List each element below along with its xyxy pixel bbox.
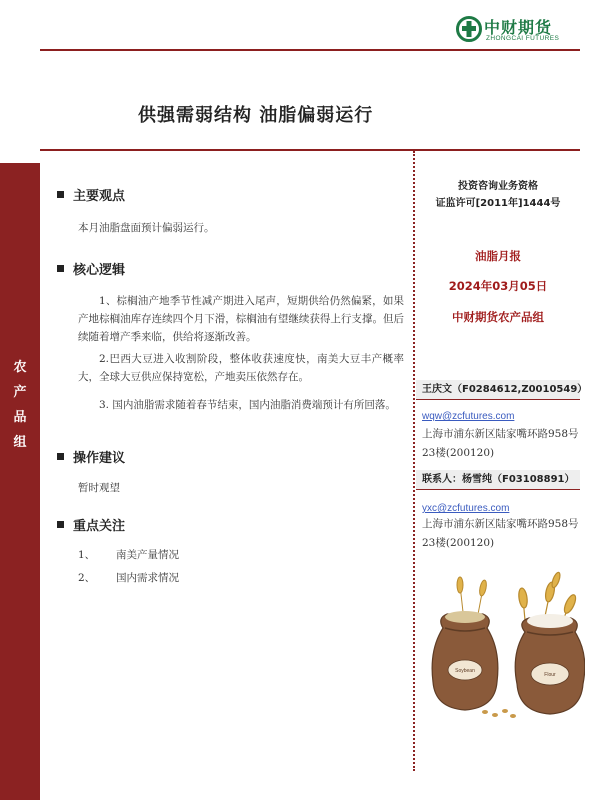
bullet-square-icon [57,265,64,272]
focus-item-number: 1、 [78,549,96,561]
core-logic-paragraph-3: 3. 国内油脂需求随着春节结束，国内油脂消费端预计有所回落。 [99,399,396,411]
header-rule [40,49,580,51]
grain-sacks-illustration [425,570,585,720]
section-heading-main-view: 主要观点 [57,185,125,204]
qualification-line-1: 投资咨询业务资格 [458,181,538,192]
focus-item-number: 2、 [78,572,96,584]
flour-sack-icon [515,614,585,714]
analyst-1-address: 上海市浦东新区陆家嘴环路958号23楼(200120) [422,428,579,459]
logo-mark-icon [456,16,482,42]
focus-item-1 [78,546,179,564]
main-view-text: 本月油脂盘面预计偏弱运行。 [78,222,215,234]
bullet-square-icon [57,191,64,198]
page-title: 供强需弱结构 油脂偏弱运行 [138,105,374,126]
soybean-sack-label: Soybean [455,668,475,674]
sidebar-label [0,355,40,455]
sidebar-label-char: 品 [13,410,27,425]
column-divider [413,151,415,771]
analyst-2-email-link[interactable]: yxc@zcfutures.com [422,503,510,514]
operation-text: 暂时观望 [78,482,120,494]
company-logo [456,14,576,46]
qualification-line-2: 证监许可[2011年]1444号 [435,198,561,209]
section-heading-operation: 操作建议 [57,447,125,466]
beans-icon [482,709,516,718]
analyst-2-address: 上海市浦东新区陆家嘴环路958号23楼(200120) [422,518,579,549]
focus-item-2 [78,569,179,587]
report-group: 中财期货农产品组 [452,310,544,324]
bullet-square-icon [57,453,64,460]
sidebar [0,163,40,800]
sidebar-label-char: 产 [13,385,27,400]
report-type: 油脂月报 [475,249,521,263]
flour-sack-label: Flour [544,672,556,678]
core-logic-paragraph-2: 2.巴西大豆进入收割阶段，整体收获速度快，南美大豆丰产概率大，全球大豆供应保持宽松，产地卖压依然存在。 [78,353,404,383]
report-date: 2024年03月05日 [448,279,548,293]
soybean-sack-icon [432,611,498,710]
analyst-2-label: 联系人：杨雪纯（F03108891） [416,470,580,490]
analyst-1-label: 王庆文（F0284612,Z0010549） [416,380,580,400]
title-rule [40,149,580,151]
analyst-1-email-link[interactable]: wqw@zcfutures.com [422,411,515,422]
sidebar-label-char: 组 [13,435,27,450]
focus-item-text: 国内需求情况 [116,572,179,584]
logo-text-cn: 中财期货 [484,18,553,37]
section-heading-core-logic: 核心逻辑 [57,259,125,278]
core-logic-paragraph-1: 1、棕榈油产地季节性减产期进入尾声，短期供给仍然偏紧，如果产地棕榈油库存连续四个月下滑，棕榈油有望继续获得上行支撑。但后续随着增产季来临，供给将逐渐改善。 [78,295,404,343]
logo-text-en: ZHONGCAI FUTURES [486,35,560,42]
focus-item-text: 南美产量情况 [116,549,179,561]
section-heading-focus: 重点关注 [57,515,125,534]
sidebar-label-char: 农 [13,360,27,375]
bullet-square-icon [57,521,64,528]
